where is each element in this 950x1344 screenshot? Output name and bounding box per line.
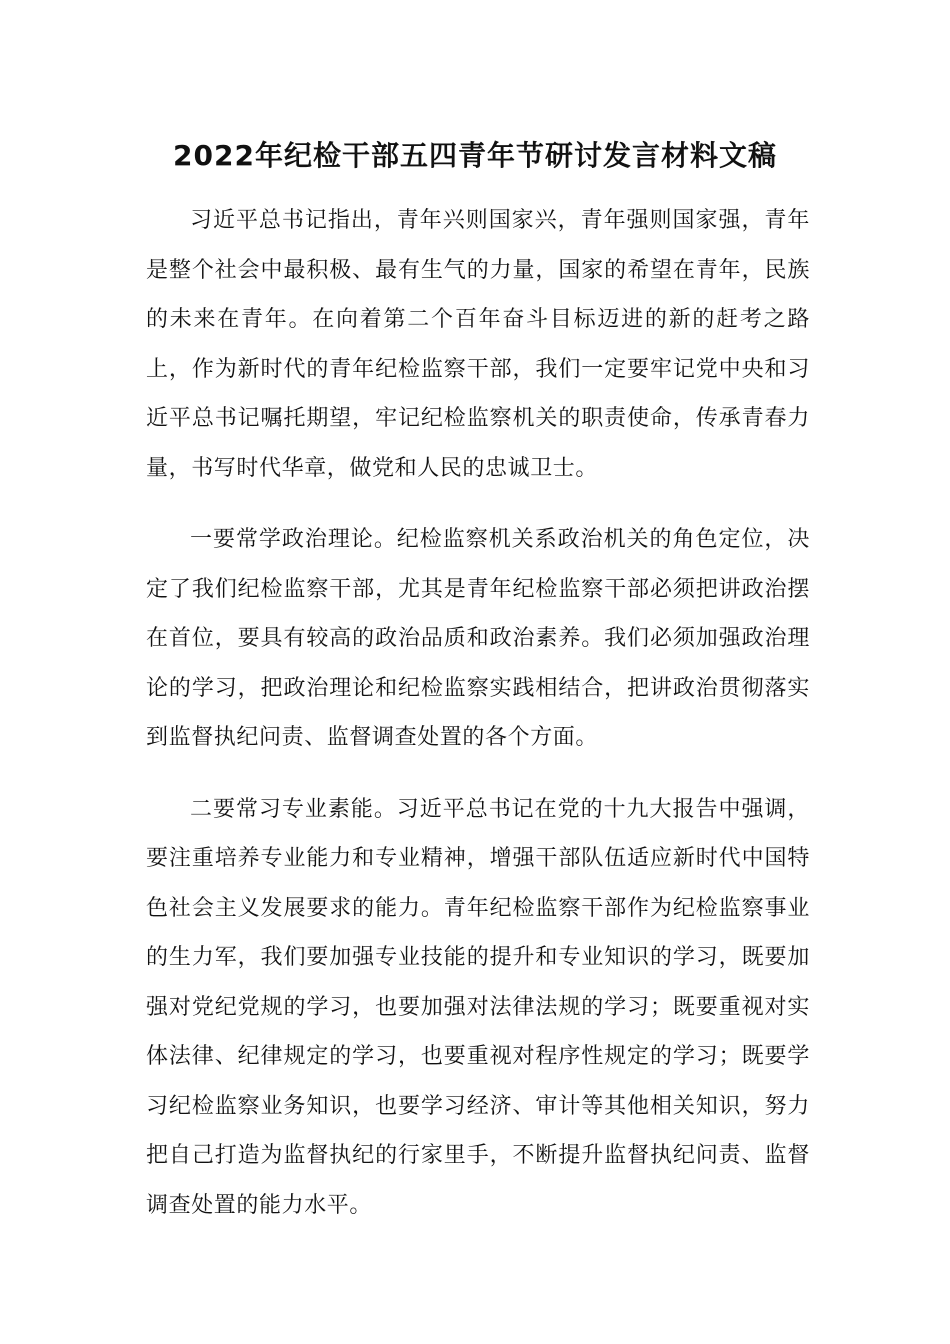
document-body: [146, 196, 810, 1230]
paragraph-political-theory: 一要常学政治理论。纪检监察机关系政治机关的角色定位，决定了我们纪检监察干部，尤其是青年纪检监察干部必须把讲政治摆在首位，要具有较高的政治品质和政治素养。我们必须加强政治理论的学习，把政治理论和纪检监察实践相结合，把讲政治贯彻落实到监督执纪问责、监督调查处置的各个方面。: [146, 527, 810, 750]
paragraph-professional-skills: 二要常习专业素能。习近平总书记在党的十九大报告中强调，要注重培养专业能力和专业精神，增强干部队伍适应新时代中国特色社会主义发展要求的能力。青年纪检监察干部作为纪检监察事业的生力军，我们要加强专业技能的提升和专业知识的学习，既要加强对党纪党规的学习，也要加强对法律法规的学习；既要重视对实体法律、纪律规定的学习，也要重视对程序性规定的学习；既要学习纪检监察业务知识，也要学习经济、审计等其他相关知识，努力把自己打造为监督执纪的行家里手，不断提升监督执纪问责、监督调查处置的能力水平。: [146, 796, 810, 1218]
document-title: 2022年纪检干部五四青年节研讨发言材料文稿: [173, 139, 777, 172]
paragraph-intro: 习近平总书记指出，青年兴则国家兴，青年强则国家强，青年是整个社会中最积极、最有生气的力量，国家的希望在青年，民族的未来在青年。在向着第二个百年奋斗目标迈进的新的赶考之路上，作为新时代的青年纪检监察干部，我们一定要牢记党中央和习近平总书记嘱托期望，牢记纪检监察机关的职责使命，传承青春力量，书写时代华章，做党和人民的忠诚卫士。: [146, 208, 810, 481]
